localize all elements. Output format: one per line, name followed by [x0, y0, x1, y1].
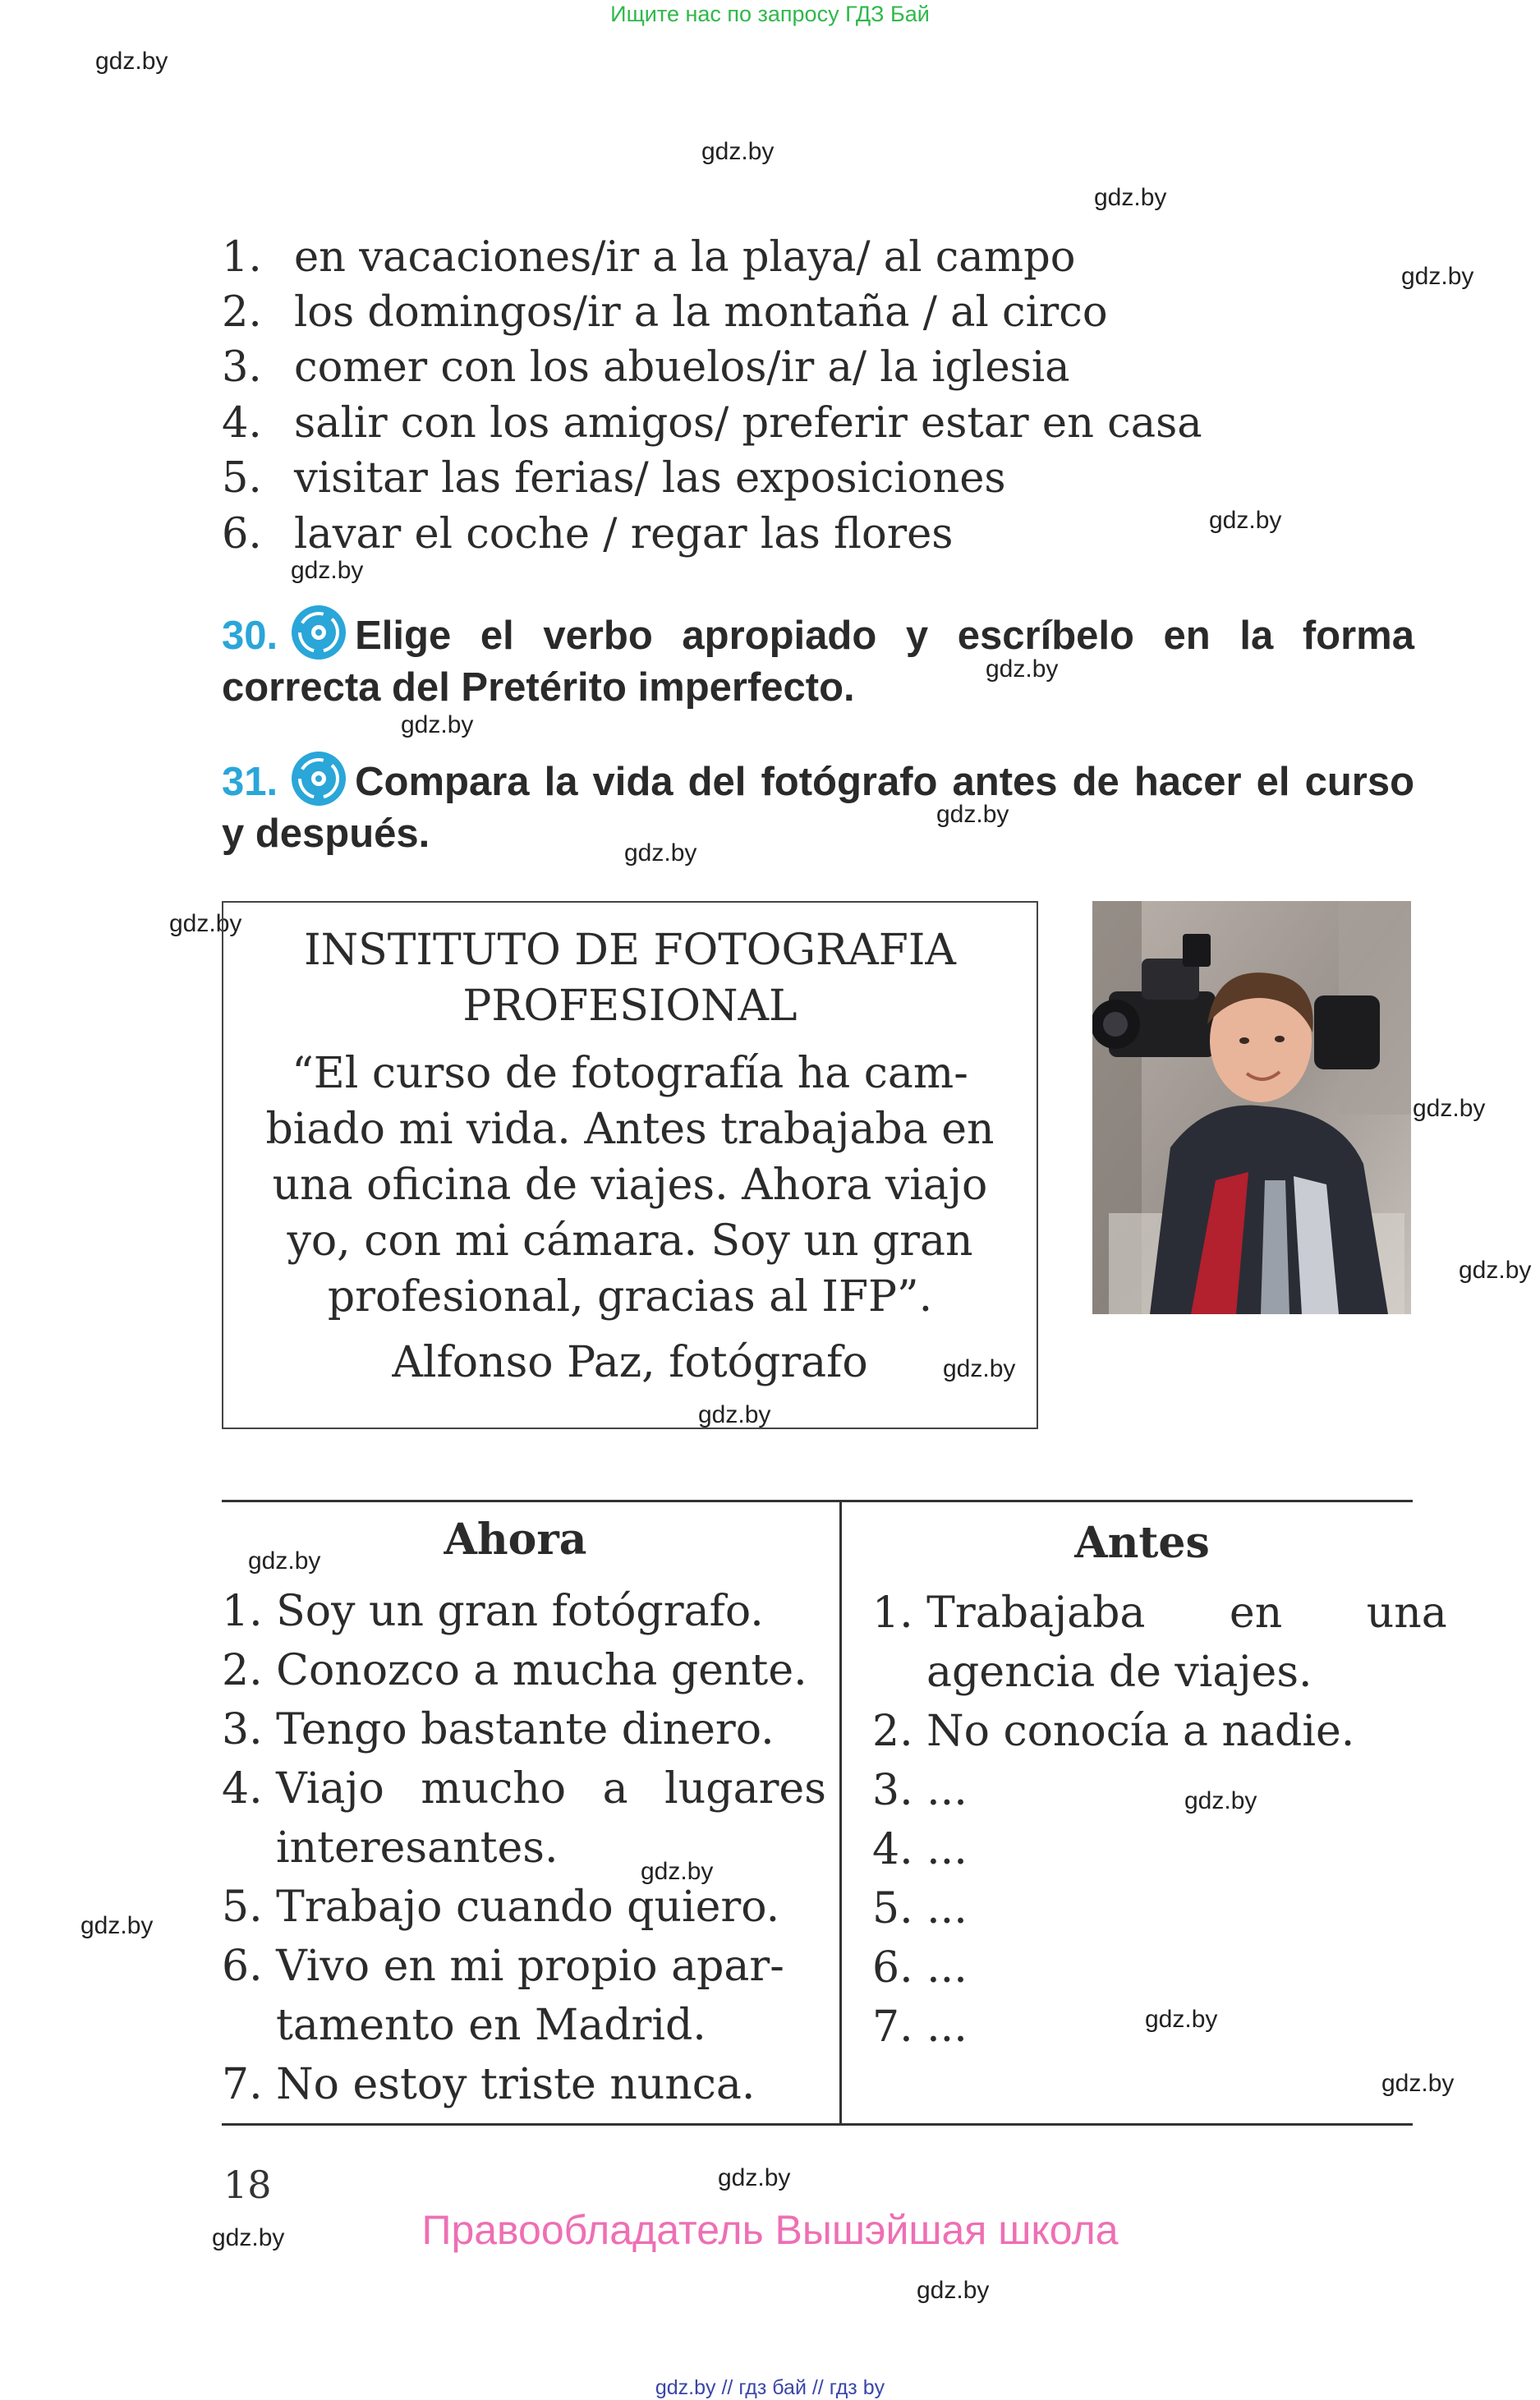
table-row: 2. Conozco a mucha gente. — [222, 1646, 807, 1695]
list-item: 4. salir con los amigos/ preferir estar en casa — [222, 399, 1202, 448]
table-row: 3. ... — [872, 1766, 968, 1815]
watermark: gdz.by — [986, 655, 1059, 683]
watermark: gdz.by — [1094, 184, 1167, 211]
table-row: 6. Vivo en mi propio apar- — [222, 1942, 784, 1991]
top-banner: Ищите нас по запросу ГДЗ Бай — [610, 2, 930, 26]
watermark: gdz.by — [248, 1547, 321, 1575]
quote-line: profesional, gracias al IFP”. — [327, 1272, 933, 1322]
table-row: 1. Trabajaba en una — [872, 1589, 1447, 1638]
list-item: 2. los domingos/ir a la montaña / al circo — [222, 288, 1108, 337]
watermark: gdz.by — [1401, 263, 1474, 290]
exercise-31 — [222, 749, 1414, 860]
exercise-number: 30. — [222, 614, 278, 658]
list-item: 6. lavar el coche / regar las flores — [222, 510, 954, 559]
watermark: gdz.by — [701, 138, 775, 165]
list-item: 1. en vacaciones/ir a la playa/ al campo — [222, 233, 1076, 282]
quote-line: una oficina de viajes. Ahora viajo — [272, 1161, 988, 1210]
quote-line: biado mi vida. Antes trabajaba en — [265, 1105, 995, 1154]
table-row: 5. ... — [872, 1884, 968, 1933]
exercise-30 — [222, 603, 1414, 714]
watermark: gdz.by — [401, 711, 474, 738]
list-item: 5. visitar las ferias/ las exposiciones — [222, 454, 1006, 503]
table-row: 7. No estoy triste nunca. — [222, 2060, 756, 2109]
watermark: gdz.by — [1459, 1257, 1532, 1284]
watermark: gdz.by — [291, 557, 364, 584]
list-item: 3. comer con los abuelos/ir a/ la iglesia — [222, 343, 1070, 392]
table-top-rule — [222, 1500, 1413, 1502]
watermark: gdz.by — [624, 839, 697, 867]
watermark: gdz.by — [1381, 2070, 1455, 2097]
audio-cd-icon[interactable] — [289, 603, 348, 662]
exercise-text: Elige el verbo apropiado y escríbelo en la forma correcta del Pretérito imperfecto. — [222, 614, 1414, 710]
table-row: 7. ... — [872, 2002, 968, 2052]
table-row: 3. Tengo bastante dinero. — [222, 1705, 775, 1754]
footer-links[interactable]: gdz.by // гдз бай // гдз by — [655, 2376, 885, 2399]
rights-holder: Правообладатель Вышэйшая школа — [421, 2207, 1119, 2253]
watermark: gdz.by — [698, 1401, 771, 1428]
watermark: gdz.by — [212, 2224, 285, 2251]
quote-title: PROFESIONAL — [462, 982, 798, 1031]
watermark: gdz.by — [95, 48, 168, 75]
watermark: gdz.by — [917, 2277, 990, 2304]
column-header-ahora: Ahora — [444, 1515, 587, 1565]
quote-line: yo, con mi cámara. Soy un gran — [287, 1216, 973, 1266]
table-row: 6. ... — [872, 1943, 968, 1993]
quote-title: INSTITUTO DE FOTOGRAFIA — [304, 926, 956, 975]
table-row-continuation: tamento en Madrid. — [276, 2001, 706, 2050]
table-row: 4. Viajo mucho a lugares — [222, 1764, 826, 1814]
watermark: gdz.by — [169, 910, 242, 937]
page-number: 18 — [223, 2163, 272, 2207]
table-row-continuation: agencia de viajes. — [926, 1648, 1312, 1697]
table-row: 4. ... — [872, 1825, 968, 1874]
watermark: gdz.by — [80, 1912, 154, 1939]
audio-cd-icon[interactable] — [289, 749, 348, 808]
watermark: gdz.by — [936, 801, 1009, 828]
watermark: gdz.by — [1145, 2006, 1218, 2033]
watermark: gdz.by — [943, 1355, 1016, 1382]
table-row-continuation: interesantes. — [276, 1823, 559, 1873]
exercise-number: 31. — [222, 760, 278, 804]
table-row: 2. No conocía a nadie. — [872, 1707, 1355, 1756]
table-row: 1. Soy un gran fotógrafo. — [222, 1587, 764, 1636]
table-bottom-rule — [222, 2123, 1413, 2126]
photographer-with-camera-photo — [1092, 901, 1411, 1314]
table-row: 5. Trabajo cuando quiero. — [222, 1883, 780, 1932]
watermark: gdz.by — [641, 1858, 714, 1885]
quote-box — [222, 901, 1038, 1429]
quote-author: Alfonso Paz, fotógrafo — [392, 1338, 868, 1387]
quote-line: “El curso de fotografía ha cam- — [292, 1049, 968, 1098]
table-column-divider — [839, 1501, 842, 2125]
column-header-antes: Antes — [1074, 1518, 1210, 1568]
watermark: gdz.by — [1184, 1787, 1257, 1814]
watermark: gdz.by — [718, 2164, 791, 2191]
exercise-text: Compara la vida del fotógrafo antes de hacer el curso y después. — [222, 760, 1414, 856]
watermark: gdz.by — [1413, 1095, 1486, 1122]
watermark: gdz.by — [1209, 507, 1282, 534]
